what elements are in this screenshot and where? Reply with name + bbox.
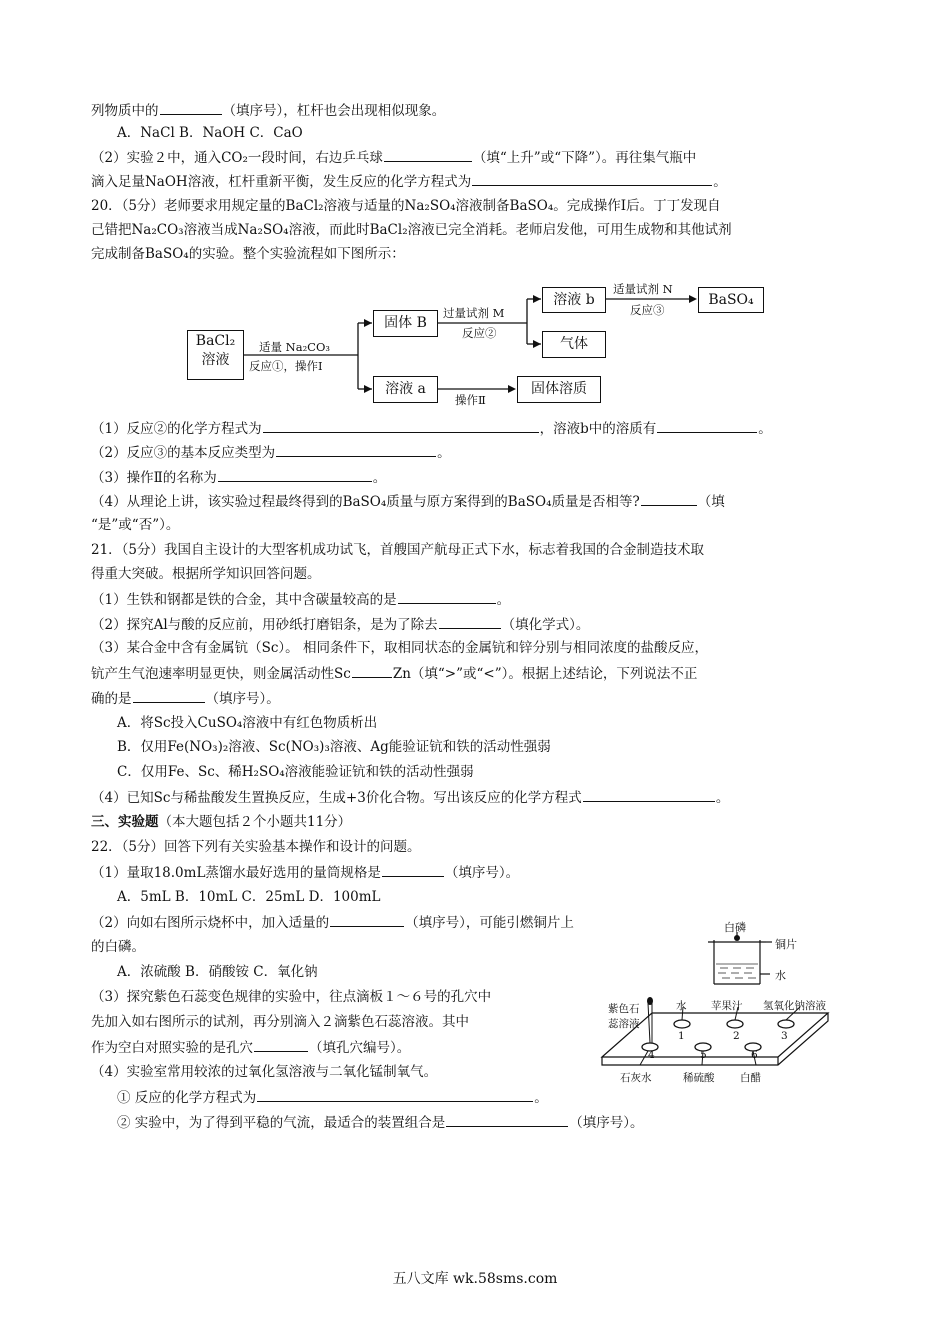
q21-sub3-cont: 钪产生气泡速率明显更快，则金属活动性Sc Zn（填“>”或“<”）。根据上述结论，下列说法不正 bbox=[91, 663, 697, 684]
flow-arrows bbox=[0, 0, 950, 420]
flow-box-baso4: BaSO₄ bbox=[698, 287, 764, 313]
q19-options: A．NaCl B．NaOH C．CaO bbox=[117, 125, 303, 141]
page-footer: 五八文库 wk.58sms.com bbox=[392, 1271, 558, 1287]
answer-blank[interactable] bbox=[276, 442, 436, 457]
label-copper: 铜片 bbox=[775, 938, 797, 951]
q21-line2: 得重大突破。根据所学知识回答问题。 bbox=[91, 566, 321, 582]
q20-sub2: （2）反应③的基本反应类型为 。 bbox=[91, 442, 451, 463]
flow-box-bacl2: BaCl₂ 溶液 bbox=[187, 330, 244, 380]
q19-part2: （2）实验２中，通入CO₂一段时间，右边乒乓球 （填“上升”或“下降”）。再往集气瓶中 bbox=[91, 147, 696, 168]
q21-sub4: （4）已知Sc与稀盐酸发生置换反应，生成+3价化合物。写出该反应的化学方程式 。 bbox=[91, 787, 729, 808]
label-naoh: 氢氧化钠溶液 bbox=[763, 1000, 826, 1012]
q20-line1: 20．（5分）老师要求用规定量的BaCl₂溶液与适量的Na₂SO₄溶液制备BaSO₄。完成操作Ⅰ后。丁丁发现自 bbox=[91, 198, 721, 214]
q21-option-a: A．将Sc投入CuSO₄溶液中有红色物质析出 bbox=[117, 715, 378, 731]
q22-sub2: （2）向如右图所示烧杯中，加入适量的 （填序号），可能引燃铜片上 bbox=[91, 912, 574, 933]
answer-blank[interactable] bbox=[583, 787, 715, 802]
flow-box-solution-b: 溶液 b bbox=[542, 287, 606, 313]
q22-sub1-options: A．5mL B．10mL C．25mL D．100mL bbox=[117, 889, 381, 905]
answer-blank[interactable] bbox=[657, 418, 757, 433]
q21-option-b: B．仅用Fe(NO₃)₂溶液、Sc(NO₃)₃溶液、Ag能验证钪和铁的活动性强弱 bbox=[117, 739, 551, 755]
q20-sub3: （3）操作Ⅱ的名称为 。 bbox=[91, 467, 386, 488]
q22-sub3-cont: 先加入如右图所示的试剂，再分别滴入２滴紫色石蕊溶液。其中 bbox=[91, 1014, 469, 1030]
label-water: 水 bbox=[775, 969, 786, 982]
q22-sub4-2: ② 实验中，为了得到平稳的气流，最适合的装置组合是 （填序号）。 bbox=[117, 1112, 644, 1133]
flow-box-solid-solute: 固体溶质 bbox=[517, 376, 601, 403]
hole-number-2: 2 bbox=[733, 1030, 740, 1042]
q21-option-c: C．仅用Fe、Sc、稀H₂SO₄溶液能验证钪和铁的活动性强弱 bbox=[117, 764, 474, 780]
hole-number-4: 4 bbox=[648, 1049, 655, 1061]
q22-sub3-cont2: 作为空白对照实验的是孔穴 （填孔穴编号）。 bbox=[91, 1037, 410, 1058]
q21-line1: 21．（5分）我国自主设计的大型客机成功试飞，首艘国产航母正式下水，标志着我国的合金制造技术取 bbox=[91, 542, 705, 558]
white-phosphorus-icon bbox=[734, 935, 740, 941]
q21-sub3-cont2: 确的是 （填序号）。 bbox=[91, 688, 280, 709]
arrow2-top-label: 过量试剂 M bbox=[443, 306, 505, 320]
q21-sub1: （1）生铁和钢都是铁的合金，其中含碳量较高的是 。 bbox=[91, 589, 510, 610]
label-limewater: 石灰水 bbox=[620, 1072, 652, 1084]
arrow2-bottom-label: 反应② bbox=[462, 326, 497, 340]
q22-line1: 22．（5分）回答下列有关实验基本操作和设计的问题。 bbox=[91, 839, 421, 855]
arrow3-top-label: 适量试剂 N bbox=[613, 282, 673, 296]
label-litmus-1: 紫色石 bbox=[608, 1003, 640, 1015]
label-litmus-2: 蕊溶液 bbox=[608, 1018, 640, 1030]
hole-number-6: 6 bbox=[751, 1049, 758, 1061]
q22-sub4-1: ① 反应的化学方程式为 。 bbox=[117, 1087, 548, 1108]
arrow3-bottom-label: 反应③ bbox=[630, 303, 665, 317]
arrow4-bottom-label: 操作Ⅱ bbox=[455, 393, 486, 407]
section-title: 三、实验题（本大题包括２个小题共11分） bbox=[91, 814, 352, 830]
beaker-drawing bbox=[700, 918, 820, 990]
hole-number-5: 5 bbox=[700, 1049, 707, 1061]
answer-blank[interactable] bbox=[439, 614, 501, 629]
answer-blank[interactable] bbox=[352, 663, 392, 678]
answer-blank[interactable] bbox=[218, 467, 372, 482]
answer-blank[interactable] bbox=[398, 589, 496, 604]
answer-blank[interactable] bbox=[641, 491, 697, 506]
q19-line1: 列物质中的 （填序号），杠杆也会出现相似现象。 bbox=[91, 100, 445, 121]
q20-sub1: （1）反应②的化学方程式为 ，溶液b中的溶质有 。 bbox=[91, 418, 772, 439]
answer-blank[interactable] bbox=[382, 862, 444, 877]
label-water: 水 bbox=[676, 1000, 687, 1012]
answer-blank[interactable] bbox=[254, 1037, 308, 1052]
q21-sub3: （3）某合金中含有金属钪（Sc）。 相同条件下，取相同状态的金属钪和锌分别与相同浓度的盐酸反应， bbox=[91, 640, 708, 656]
q20-sub4-cont: “是”或“否”）。 bbox=[91, 517, 180, 533]
arrow1-top-label: 适量 Na₂CO₃ bbox=[259, 340, 331, 354]
q22-sub2-cont: 的白磷。 bbox=[91, 939, 145, 955]
q22-sub1: （1）量取18.0mL蒸馏水最好选用的量筒规格是 （填序号）。 bbox=[91, 862, 519, 883]
answer-blank[interactable] bbox=[330, 912, 404, 927]
q20-line2: 己错把Na₂CO₃溶液当成Na₂SO₄溶液，而此时BaCl₂溶液已完全消耗。老师启发他，可用生成物和其他试剂 bbox=[91, 222, 732, 238]
flow-box-gas: 气体 bbox=[542, 331, 606, 358]
q20-line3: 完成制备BaSO₄的实验。整个实验流程如下图所示： bbox=[91, 246, 405, 262]
q22-sub4: （4）实验室常用较浓的过氧化氢溶液与二氧化锰制氧气。 bbox=[91, 1064, 438, 1080]
q21-sub2: （2）探究Al与酸的反应前，用砂纸打磨铝条，是为了除去 （填化学式）。 bbox=[91, 614, 589, 635]
label-apple-juice: 苹果汁 bbox=[711, 1000, 743, 1012]
answer-blank[interactable] bbox=[446, 1112, 568, 1127]
label-dilute-h2so4: 稀硫酸 bbox=[683, 1072, 715, 1084]
q22-sub2-options: A．浓硫酸 B．硝酸铵 C．氧化钠 bbox=[117, 964, 318, 980]
answer-blank[interactable] bbox=[133, 688, 205, 703]
arrow1-bottom-label: 反应①，操作Ⅰ bbox=[249, 359, 323, 373]
answer-blank[interactable] bbox=[263, 418, 539, 433]
label-phosphorus: 白磷 bbox=[724, 921, 746, 934]
q19-part2-cont: 滴入足量NaOH溶液，杠杆重新平衡，发生反应的化学方程式为 。 bbox=[91, 171, 727, 192]
hole-number-1: 1 bbox=[678, 1030, 685, 1042]
q20-sub4: （4）从理论上讲，该实验过程最终得到的BaSO₄质量与原方案得到的BaSO₄质量是否相等? （填 bbox=[91, 491, 725, 512]
answer-blank[interactable] bbox=[257, 1087, 533, 1102]
flow-box-solid-b: 固体 B bbox=[373, 310, 438, 337]
hole-number-3: 3 bbox=[781, 1030, 788, 1042]
label-vinegar: 白醋 bbox=[740, 1072, 761, 1084]
q22-sub3: （3）探究紫色石蕊变色规律的实验中，往点滴板１～６号的孔穴中 bbox=[91, 989, 492, 1005]
flow-box-solution-a: 溶液 a bbox=[373, 376, 438, 403]
